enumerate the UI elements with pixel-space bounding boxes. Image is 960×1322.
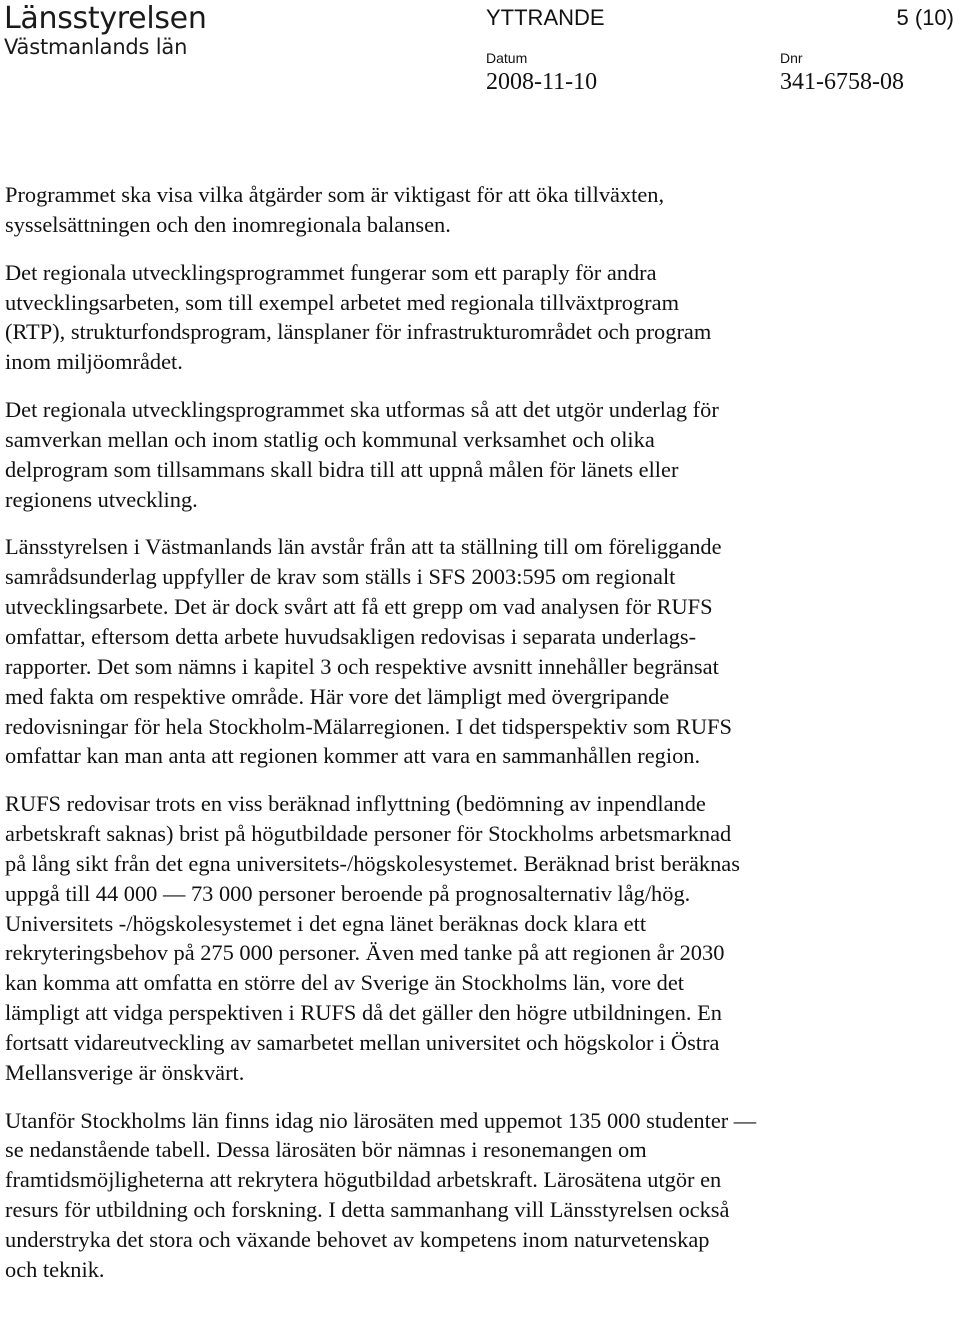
paragraph: Länsstyrelsen i Västmanlands län avstår från att ta ställning till om föreliggande samrådsunderlag uppfyller de krav som ställs i SFS 2003:595 om regionalt utvecklingsarbete. Det är dock svårt att få ett grepp om vad analysen för RUFS omfattar, eftersom detta arbete huvudsakligen redovisas i separata underlags- rapporter. Det som nämns i kapitel 3 och respektive avsnitt innehåller begränsat med fakta om respektive område. Här vore det lämpligt med övergripande redovisningar för hela Stockholm-Mälarregionen. I det tidsperspektiv som RUFS omfattar kan man anta att regionen kommer att vara en sammanhållen region. — [5, 534, 732, 769]
dnr-value: 341-6758-08 — [780, 69, 904, 95]
date-value: 2008-11-10 — [486, 69, 598, 95]
logo-agency-name: Länsstyrelsen — [4, 1, 207, 36]
document-body — [5, 180, 950, 1303]
paragraph: Programmet ska visa vilka åtgärder som är viktigast för att öka tillväxten, sysselsättningen och den inomregionala balansen. — [5, 182, 665, 237]
document-type: YTTRANDE — [486, 5, 605, 30]
paragraph: Det regionala utvecklingsprogrammet ska utformas så att det utgör underlag för samverkan mellan och inom statlig och kommunal verksamhet och olika delprogram som tillsammans skall bidra till att uppnå målen för länets eller regionens utveckling. — [5, 397, 719, 512]
page-number: 5 (10) — [896, 5, 954, 30]
paragraph: Utanför Stockholms län finns idag nio lärosäten med uppemot 135 000 studenter — se nedanstående tabell. Dessa lärosäten bör nämnas i resonemangen om framtidsmöjligheterna att rekrytera högutbildad arbetskraft. Lärosätena utgör en resurs för utbildning och forskning. I detta sammanhang vill Länsstyrelsen också understryka det stora och växande behovet av kompetens inom naturvetenskap och teknik. — [5, 1107, 757, 1282]
logo-county-name: Västmanlands län — [4, 35, 188, 59]
paragraph: Det regionala utvecklingsprogrammet fungerar som ett paraply för andra utvecklingsarbeten, som till exempel arbetet med regionala tillväxtprogram (RTP), strukturfondsprogram, länsplaner för infrastrukturområdet och program inom miljöområdet. — [5, 259, 712, 375]
agency-logo — [4, 3, 207, 59]
date-label: Datum — [486, 50, 528, 66]
dnr-label: Dnr — [780, 50, 803, 66]
paragraph: RUFS redovisar trots en viss beräknad inflyttning (bedömning av inpendlande arbetskraft saknas) brist på högutbildade personer för Stockholms arbetsmarknad på lång sikt från det egna universitets-/högskolesystemet. Beräknad brist beräknas uppgå till 44 000 — 73 000 personer beroende på prognosalternativ låg/hög. Universitets -/högskolesystemet i det egna länet beräknas dock klara ett rekryteringsbehov på 275 000 personer. Även med tanke på att regionen år 2030 kan komma att omfatta en större del av Sverige än Stockholms län, vore det lämpligt att vidga perspektiven i RUFS då det gäller den högre utbildningen. En fortsatt vidareutveckling av samarbetet mellan universitet och högskolor i Östra Mellansverige är önskvärt. — [5, 791, 740, 1085]
